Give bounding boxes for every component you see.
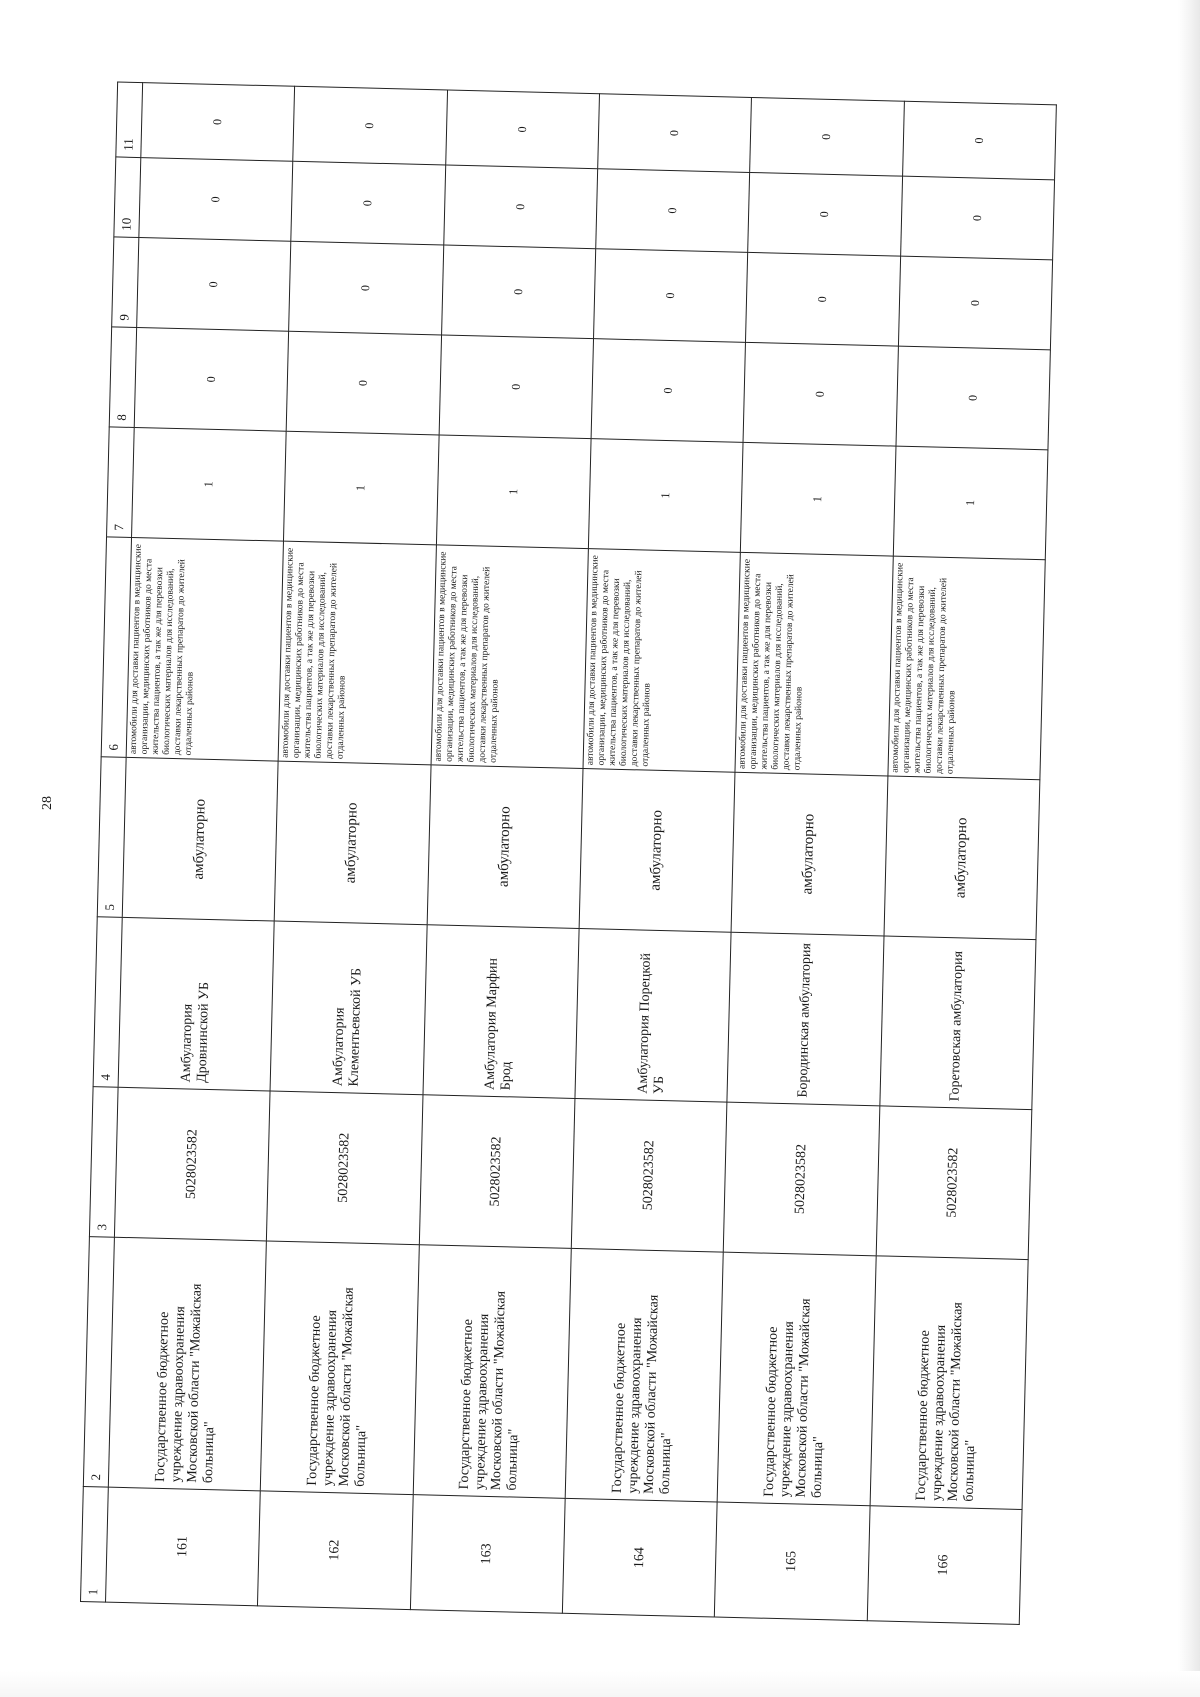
- organization-name: Государственное бюджетное учреждение здравоохранения Московской области "Можайская больница": [565, 1248, 723, 1502]
- cell-col9: 0: [898, 256, 1053, 350]
- column-header: 2: [83, 1237, 114, 1488]
- vehicle-purpose: автомобили для доставки пациентов в медицинские организации, медицинских работников до места жительства пациентов, а так же для перевозки биологических материалов для исследований, доставки лекарственных препаратов до жителей отдаленных районов: [278, 541, 436, 765]
- row-number: 165: [715, 1502, 870, 1621]
- cell-col8: 0: [591, 339, 746, 443]
- inn-value: 5028023582: [419, 1095, 575, 1249]
- cell-col11: 0: [293, 86, 447, 165]
- cell-col8: 0: [286, 331, 441, 435]
- cell-col11: 0: [598, 94, 752, 173]
- inn-value: 5028023582: [114, 1087, 270, 1241]
- scan-edge-shadow: [1178, 0, 1200, 1697]
- organization-name: Государственное бюджетное учреждение здравоохранения Московской области "Можайская больница": [108, 1237, 266, 1491]
- cell-col7: 1: [436, 435, 591, 549]
- cell-col8: 0: [743, 342, 898, 446]
- care-mode: амбулаторно: [579, 769, 735, 933]
- column-header: 11: [116, 82, 143, 158]
- care-mode: амбулаторно: [884, 776, 1040, 940]
- cell-col9: 0: [746, 252, 900, 346]
- vehicle-purpose: автомобили для доставки пациентов в медицинские организации, медицинских работников до места жительства пациентов, а так же для перевозки биологических материалов для исследований, доставки лекарственных препаратов до жителей отдаленных районов: [583, 549, 741, 773]
- cell-col10: 0: [139, 158, 293, 242]
- vehicle-purpose: автомобили для доставки пациентов в медицинские организации, медицинских работников до места жительства пациентов, а так же для перевозки биологических материалов для исследований, доставки лекарственных препаратов до жителей отдаленных районов: [888, 556, 1046, 780]
- cell-col7: 1: [741, 442, 896, 556]
- cell-col9: 0: [594, 249, 748, 343]
- cell-col7: 1: [132, 427, 287, 541]
- column-header: 4: [93, 917, 122, 1088]
- vehicle-purpose: автомобили для доставки пациентов в медицинские организации, медицинских работников до места жительства пациентов, а так же для перевозки биологических материалов для исследований, доставки лекарственных препаратов до жителей отдаленных районов: [431, 545, 589, 769]
- care-mode: амбулаторно: [122, 757, 278, 921]
- organization-name: Государственное бюджетное учреждение здравоохранения Московской области "Можайская больница": [717, 1252, 875, 1506]
- organization-name: Государственное бюджетное учреждение здравоохранения Московской области "Можайская больница": [261, 1241, 419, 1495]
- inn-value: 5028023582: [724, 1102, 880, 1256]
- subdivision-name: Горетовская амбулатория: [880, 936, 1036, 1110]
- row-number: 163: [410, 1495, 565, 1614]
- row-number: 162: [258, 1491, 413, 1610]
- cell-col11: 0: [141, 83, 295, 162]
- subdivision-name: Амбулатория Клементьевской УБ: [270, 921, 426, 1095]
- column-header: 9: [112, 237, 139, 328]
- cell-col10: 0: [596, 169, 750, 253]
- cell-col8: 0: [439, 335, 594, 439]
- column-header: 1: [81, 1487, 109, 1603]
- row-number: 161: [106, 1487, 261, 1606]
- cell-col10: 0: [291, 161, 445, 245]
- cell-col9: 0: [441, 245, 595, 339]
- inn-value: 5028023582: [571, 1098, 727, 1252]
- cell-col11: 0: [902, 101, 1056, 180]
- vehicle-purpose: автомобили для доставки пациентов в медицинские организации, медицинских работников до места жительства пациентов, а так же для перевозки биологических материалов для исследований, доставки лекарственных препаратов до жителей отдаленных районов: [126, 537, 284, 761]
- care-mode: амбулаторно: [275, 761, 431, 925]
- column-header: 7: [107, 427, 135, 538]
- subdivision-name: Бородинская амбулатория: [727, 932, 883, 1106]
- cell-col8: 0: [134, 328, 289, 432]
- cell-col7: 1: [588, 439, 743, 553]
- subdivision-name: Амбулатория Порецкой УБ: [575, 928, 731, 1102]
- inn-value: 5028023582: [876, 1106, 1032, 1260]
- cell-col10: 0: [748, 172, 902, 256]
- cell-col9: 0: [137, 238, 291, 332]
- subdivision-name: Амбулатория Марфин Брод: [423, 925, 579, 1099]
- care-mode: амбулаторно: [427, 765, 583, 929]
- column-header: 8: [109, 327, 136, 428]
- row-number: 166: [867, 1506, 1022, 1625]
- vehicle-purpose: автомобили для доставки пациентов в медицинские организации, медицинских работников до места жительства пациентов, а так же для перевозки биологических материалов для исследований, доставки лекарственных препаратов до жителей отдаленных районов: [735, 552, 893, 776]
- rotated-table-container: [80, 82, 1057, 1625]
- cell-col7: 1: [284, 431, 439, 545]
- cell-col10: 0: [443, 165, 597, 249]
- column-header: 3: [89, 1087, 118, 1238]
- cell-col11: 0: [445, 90, 599, 169]
- column-header: 10: [114, 157, 141, 238]
- column-header: 5: [97, 757, 126, 918]
- organization-name: Государственное бюджетное учреждение здравоохранения Московской области "Можайская больница": [413, 1245, 571, 1499]
- subdivision-name: Амбулатория Дровнинской УБ: [118, 917, 274, 1091]
- column-header: 6: [101, 537, 131, 758]
- row-number: 164: [562, 1498, 717, 1617]
- cell-col8: 0: [896, 346, 1051, 450]
- vehicle-table: [80, 81, 1057, 1625]
- scan-bottom-margin: [0, 1671, 1200, 1697]
- inn-value: 5028023582: [267, 1091, 423, 1245]
- cell-col10: 0: [900, 176, 1054, 260]
- cell-col7: 1: [893, 446, 1048, 560]
- care-mode: амбулаторно: [731, 772, 887, 936]
- page-number: 28: [40, 796, 55, 810]
- cell-col11: 0: [750, 97, 904, 176]
- organization-name: Государственное бюджетное учреждение здравоохранения Московской области "Можайская больница": [870, 1256, 1028, 1510]
- cell-col9: 0: [289, 241, 443, 335]
